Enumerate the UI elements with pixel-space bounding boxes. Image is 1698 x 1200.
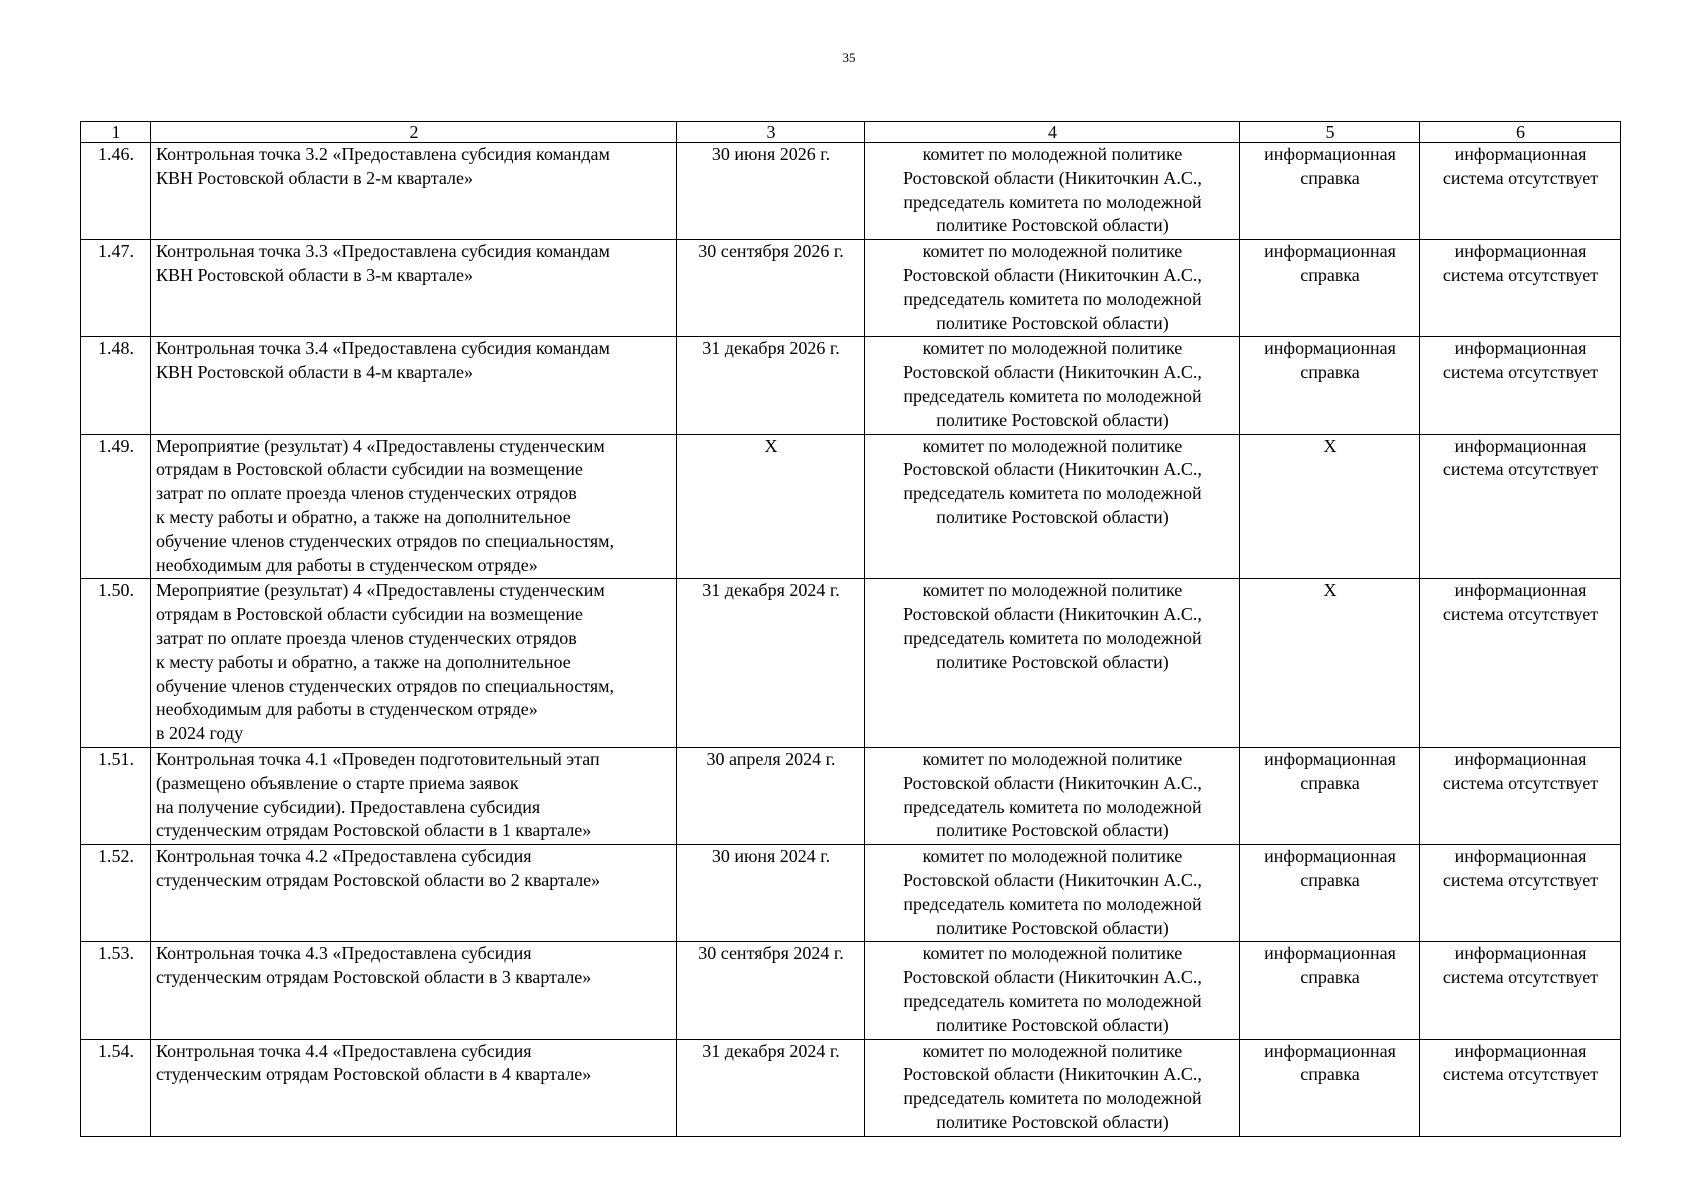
document-type-cell (1240, 579, 1420, 748)
responsible-line: председатель комитета по молодежной (903, 990, 1202, 1011)
row-number-cell: 1.52. (81, 845, 151, 942)
information-system-line: система отсутствует (1442, 459, 1599, 480)
document-type-line: справка (1300, 967, 1360, 988)
table-row (81, 434, 1621, 579)
document-type-line: информационная (1264, 846, 1396, 867)
deadline-cell: 31 декабря 2024 г. (677, 579, 865, 748)
table-row (81, 337, 1621, 434)
document-type-line: информационная (1264, 338, 1396, 359)
responsible-line: председатель комитета по молодежной (903, 483, 1202, 504)
document-type-cell (1240, 747, 1420, 844)
row-number-cell: 1.49. (81, 434, 151, 579)
responsible-line: политике Ростовской области) (936, 651, 1169, 672)
document-type-line: информационная (1264, 1040, 1396, 1061)
table-row (81, 579, 1621, 748)
deadline-cell: 31 декабря 2024 г. (677, 1039, 865, 1136)
activity-name-line: Контрольная точка 4.1 «Проведен подготовительный этап (156, 748, 600, 769)
information-system-line: система отсутствует (1442, 167, 1599, 188)
information-system-cell (1420, 337, 1621, 434)
document-type-cell (1240, 337, 1420, 434)
responsible-line: Ростовской области (Никиточкин А.С., (903, 362, 1202, 383)
table-row (81, 143, 1621, 240)
activity-name-line: студенческим отрядам Ростовской области в 1 квартале» (156, 820, 592, 841)
activity-name-cell (151, 845, 677, 942)
activity-name-line: студенческим отрядам Ростовской области в 4 квартале» (156, 1064, 592, 1085)
responsible-cell (865, 240, 1240, 337)
information-system-line: система отсутствует (1442, 1064, 1599, 1085)
activity-name-line: КВН Ростовской области в 4-м квартале» (156, 362, 474, 383)
responsible-line: комитет по молодежной политике (922, 1040, 1183, 1061)
responsible-line: комитет по молодежной политике (922, 943, 1183, 964)
deadline-cell: 30 июня 2026 г. (677, 143, 865, 240)
table-row (81, 240, 1621, 337)
column-number-row (81, 122, 1621, 143)
responsible-line: комитет по молодежной политике (922, 846, 1183, 867)
document-type-line: Х (1323, 580, 1337, 601)
row-number-cell: 1.53. (81, 942, 151, 1039)
responsible-line: политике Ростовской области) (936, 1111, 1169, 1132)
responsible-cell (865, 845, 1240, 942)
responsible-line: председатель комитета по молодежной (903, 385, 1202, 406)
activity-name-line: Контрольная точка 3.3 «Предоставлена субсидия командам (156, 241, 610, 262)
responsible-cell (865, 1039, 1240, 1136)
table-row (81, 942, 1621, 1039)
information-system-cell (1420, 434, 1621, 579)
activity-name-line: Контрольная точка 4.3 «Предоставлена субсидия (156, 943, 532, 964)
activity-name-line: студенческим отрядам Ростовской области в 3 квартале» (156, 967, 592, 988)
information-system-line: система отсутствует (1442, 967, 1599, 988)
page-number: 35 (842, 50, 856, 65)
information-system-line: система отсутствует (1442, 869, 1599, 890)
activity-name-line: обучение членов студенческих отрядов по специальностям, (156, 530, 615, 551)
document-type-line: Х (1323, 435, 1337, 456)
column-header: 3 (677, 122, 865, 143)
activity-name-line: к месту работы и обратно, а также на дополнительное (156, 651, 571, 672)
responsible-line: комитет по молодежной политике (922, 580, 1183, 601)
table-row (81, 845, 1621, 942)
information-system-cell (1420, 747, 1621, 844)
responsible-line: комитет по молодежной политике (922, 435, 1183, 456)
activity-name-cell (151, 240, 677, 337)
document-type-line: информационная (1264, 241, 1396, 262)
responsible-line: комитет по молодежной политике (922, 144, 1183, 164)
document-type-line: справка (1300, 362, 1360, 383)
information-system-line: информационная (1454, 144, 1587, 164)
responsible-line: комитет по молодежной политике (922, 338, 1183, 359)
responsible-cell (865, 579, 1240, 748)
column-header: 2 (151, 122, 677, 143)
responsible-line: Ростовской области (Никиточкин А.С., (903, 167, 1202, 188)
deadline-cell: 30 сентября 2024 г. (677, 942, 865, 1039)
responsible-line: политике Ростовской области) (936, 820, 1169, 841)
responsible-line: Ростовской области (Никиточкин А.С., (903, 604, 1202, 625)
document-type-line: информационная (1264, 748, 1396, 769)
activity-name-line: затрат по оплате проезда членов студенческих отрядов (156, 483, 577, 504)
document-type-cell (1240, 434, 1420, 579)
document-type-line: информационная (1264, 943, 1396, 964)
activity-name-line: обучение членов студенческих отрядов по специальностям, (156, 675, 615, 696)
responsible-line: комитет по молодежной политике (922, 748, 1183, 769)
row-number-cell: 1.46. (81, 143, 151, 240)
activity-name-line: на получение субсидии). Предоставлена субсидия (156, 796, 541, 817)
document-type-cell (1240, 143, 1420, 240)
information-system-line: система отсутствует (1442, 604, 1599, 625)
table-row (81, 747, 1621, 844)
responsible-line: Ростовской области (Никиточкин А.С., (903, 869, 1202, 890)
document-type-line: справка (1300, 167, 1360, 188)
plan-table (80, 121, 1621, 1137)
deadline-cell: 31 декабря 2026 г. (677, 337, 865, 434)
document-type-cell (1240, 240, 1420, 337)
activity-name-line: Контрольная точка 3.2 «Предоставлена субсидия командам (156, 144, 610, 164)
responsible-line: председатель комитета по молодежной (903, 288, 1202, 309)
responsible-line: председатель комитета по молодежной (903, 191, 1202, 212)
column-header: 5 (1240, 122, 1420, 143)
row-number-cell: 1.51. (81, 747, 151, 844)
activity-name-line: КВН Ростовской области в 3-м квартале» (156, 264, 474, 285)
activity-name-line: Мероприятие (результат) 4 «Предоставлены студенческим (156, 580, 605, 601)
activity-name-cell (151, 942, 677, 1039)
document-type-cell (1240, 942, 1420, 1039)
information-system-cell (1420, 942, 1621, 1039)
document-type-line: справка (1300, 1064, 1360, 1085)
responsible-line: политике Ростовской области) (936, 506, 1169, 527)
document-type-cell (1240, 1039, 1420, 1136)
row-number-cell: 1.54. (81, 1039, 151, 1136)
responsible-line: политике Ростовской области) (936, 917, 1169, 938)
information-system-line: информационная (1454, 241, 1587, 262)
responsible-cell (865, 337, 1240, 434)
document-type-line: информационная (1264, 144, 1396, 164)
responsible-line: Ростовской области (Никиточкин А.С., (903, 967, 1202, 988)
activity-name-line: отрядам в Ростовской области субсидии на возмещение (156, 459, 583, 480)
document-type-line: справка (1300, 264, 1360, 285)
responsible-line: Ростовской области (Никиточкин А.С., (903, 772, 1202, 793)
row-number-cell: 1.48. (81, 337, 151, 434)
activity-name-line: студенческим отрядам Ростовской области во 2 квартале» (156, 869, 601, 890)
information-system-line: информационная (1454, 943, 1587, 964)
deadline-cell: 30 апреля 2024 г. (677, 747, 865, 844)
row-number-cell: 1.47. (81, 240, 151, 337)
activity-name-line: затрат по оплате проезда членов студенческих отрядов (156, 627, 577, 648)
responsible-cell (865, 434, 1240, 579)
column-header: 6 (1420, 122, 1621, 143)
responsible-line: комитет по молодежной политике (922, 241, 1183, 262)
activity-name-cell (151, 1039, 677, 1136)
responsible-line: председатель комитета по молодежной (903, 893, 1202, 914)
responsible-line: политике Ростовской области) (936, 1014, 1169, 1035)
information-system-cell (1420, 240, 1621, 337)
responsible-line: председатель комитета по молодежной (903, 1088, 1202, 1109)
information-system-line: система отсутствует (1442, 772, 1599, 793)
deadline-cell: Х (677, 434, 865, 579)
activity-name-cell (151, 434, 677, 579)
activity-name-cell (151, 747, 677, 844)
responsible-line: политике Ростовской области) (936, 409, 1169, 430)
responsible-line: председатель комитета по молодежной (903, 627, 1202, 648)
responsible-cell (865, 942, 1240, 1039)
activity-name-line: (размещено объявление о старте приема заявок (156, 772, 519, 793)
activity-name-line: Контрольная точка 4.4 «Предоставлена субсидия (156, 1040, 532, 1061)
responsible-line: политике Ростовской области) (936, 312, 1169, 333)
document-type-line: справка (1300, 772, 1360, 793)
document-type-cell (1240, 845, 1420, 942)
activity-name-line: необходимым для работы в студенческом отряде» (156, 699, 538, 720)
information-system-line: информационная (1454, 338, 1587, 359)
information-system-line: информационная (1454, 748, 1587, 769)
information-system-line: система отсутствует (1442, 362, 1599, 383)
responsible-line: политике Ростовской области) (936, 215, 1169, 236)
column-header: 1 (81, 122, 151, 143)
activity-name-line: Контрольная точка 4.2 «Предоставлена субсидия (156, 846, 532, 867)
activity-name-line: отрядам в Ростовской области субсидии на возмещение (156, 604, 583, 625)
table-row (81, 1039, 1621, 1136)
activity-name-line: Контрольная точка 3.4 «Предоставлена субсидия командам (156, 338, 610, 359)
activity-name-line: к месту работы и обратно, а также на дополнительное (156, 506, 571, 527)
activity-name-cell (151, 579, 677, 748)
information-system-cell (1420, 845, 1621, 942)
responsible-cell (865, 747, 1240, 844)
information-system-line: система отсутствует (1442, 264, 1599, 285)
information-system-cell (1420, 143, 1621, 240)
responsible-line: Ростовской области (Никиточкин А.С., (903, 459, 1202, 480)
activity-name-line: в 2024 году (156, 723, 244, 744)
deadline-cell: 30 сентября 2026 г. (677, 240, 865, 337)
responsible-line: Ростовской области (Никиточкин А.С., (903, 264, 1202, 285)
document-type-line: справка (1300, 869, 1360, 890)
column-header: 4 (865, 122, 1240, 143)
information-system-cell (1420, 579, 1621, 748)
row-number-cell: 1.50. (81, 579, 151, 748)
information-system-line: информационная (1454, 580, 1587, 601)
information-system-line: информационная (1454, 435, 1587, 456)
activity-name-line: Мероприятие (результат) 4 «Предоставлены студенческим (156, 435, 605, 456)
information-system-cell (1420, 1039, 1621, 1136)
activity-name-line: КВН Ростовской области в 2-м квартале» (156, 167, 474, 188)
activity-name-cell (151, 143, 677, 240)
information-system-line: информационная (1454, 846, 1587, 867)
responsible-cell (865, 143, 1240, 240)
deadline-cell: 30 июня 2024 г. (677, 845, 865, 942)
responsible-line: председатель комитета по молодежной (903, 796, 1202, 817)
activity-name-line: необходимым для работы в студенческом отряде» (156, 554, 538, 575)
activity-name-cell (151, 337, 677, 434)
responsible-line: Ростовской области (Никиточкин А.С., (903, 1064, 1202, 1085)
information-system-line: информационная (1454, 1040, 1587, 1061)
